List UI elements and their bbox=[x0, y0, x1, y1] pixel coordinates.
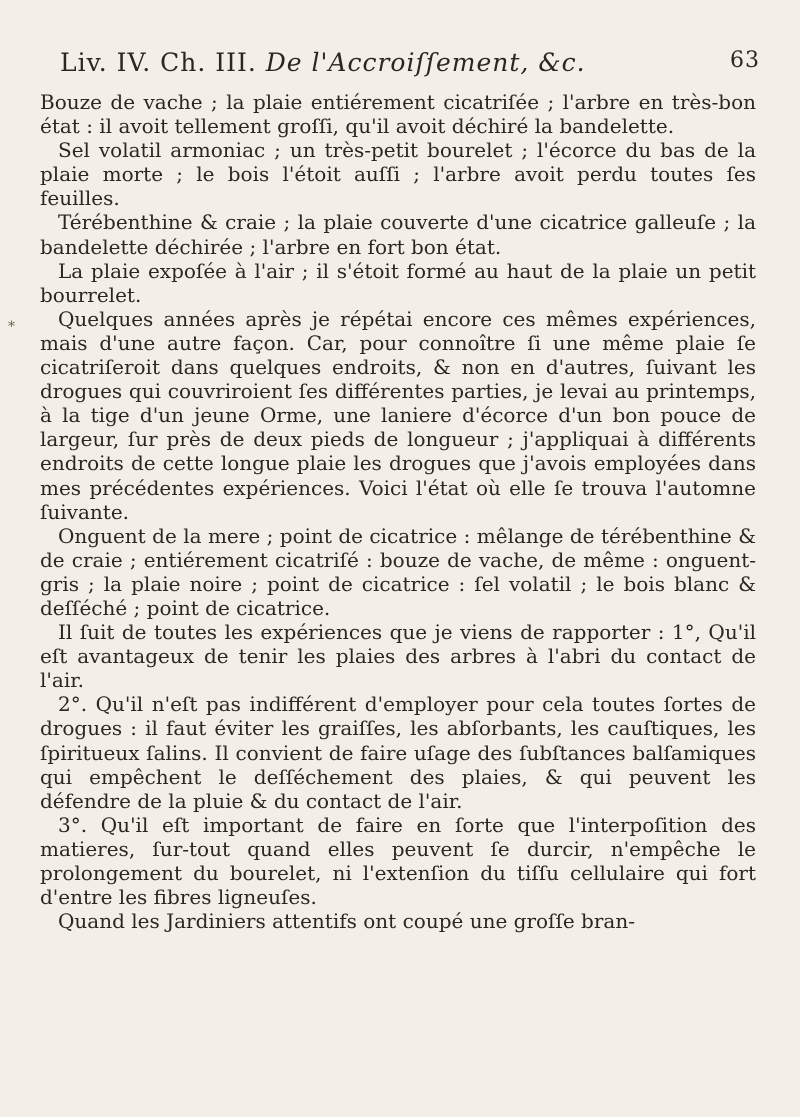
paragraph: La plaie expoſée à l'air ; il s'étoit formé au haut de la plaie un petit bourrelet. bbox=[40, 258, 756, 307]
paragraph: Onguent de la mere ; point de cicatrice : mêlange de térébenthine & de craie ; entiérement cicatriſé : bouze de vache, de même : onguent-gris ; la plaie noire ; point de cicatrice : ſel volatil ; le bois blanc & deſſéché ; point de cicatrice. bbox=[40, 523, 756, 620]
paragraph: Il ſuit de toutes les expériences que je viens de rapporter : 1°, Qu'il eſt avantageux de tenir les plaies des arbres à l'abri du contact de l'air. bbox=[40, 620, 756, 693]
paragraph: Bouze de vache ; la plaie entiérement cicatriſée ; l'arbre en très-bon état : il avoit tellement groſſi, qu'il avoit déchiré la bandelette. bbox=[40, 90, 756, 139]
paragraph: Térébenthine & craie ; la plaie couverte d'une cicatrice galleuſe ; la bandelette déchirée ; l'arbre en fort bon état. bbox=[40, 210, 756, 259]
page-number: 63 bbox=[730, 48, 760, 73]
paragraph: 3°. Qu'il eſt important de faire en ſorte que l'interpoſition des matieres, ſur-tout quand elles peuvent ſe durcir, n'empêche le prolongement du bourelet, ni l'extenſion du tiſſu cellulaire qui fort d'entre les fibres ligneuſes. bbox=[40, 812, 756, 910]
margin-mark: * bbox=[8, 319, 15, 335]
paragraph: Quelques années après je répétai encore ces mêmes expériences, mais d'une autre façon. Car, pour connoître ſi une même plaie ſe cicatriſeroit dans quelques endroits, & non en d'autres, ſuivant les drogues qui couvriroient ſes différentes parties, je levai au printemps, à la tige d'un jeune Orme, une laniere d'écorce d'un bon pouce de largeur, ſur près de deux pieds de longueur ; j'appliquai à différents endroits de cette longue plaie les drogues que j'avois employées dans mes précédentes expériences. Voici l'état où elle ſe trouva l'automne ſuivante. bbox=[40, 306, 756, 524]
running-title-book-chapter: Liv. IV. Ch. III. bbox=[60, 48, 257, 77]
paragraph: 2°. Qu'il n'eſt pas indifférent d'employer pour cela toutes ſortes de drogues : il faut éviter les graiſſes, les abſorbants, les cauſtiques, les ſpiritueux ſalins. Il convient de faire uſage des ſubſtances balſamiques qui empêchent le deſſéchement des plaies, & qui peuvent les défendre de la pluie & du contact de l'air. bbox=[40, 692, 756, 813]
paragraph: Quand les Jardiniers attentifs ont coupé une groſſe bran- bbox=[58, 909, 635, 934]
page-header bbox=[60, 48, 760, 82]
running-title bbox=[60, 48, 586, 77]
paragraph: Sel volatil armoniac ; un très-petit bourelet ; l'écorce du bas de la plaie morte ; le bois l'étoit auſſi ; l'arbre avoit perdu toutes ſes feuilles. bbox=[40, 138, 756, 211]
body-text bbox=[40, 90, 756, 933]
running-title-subject: De l'Accroiſſement, &c. bbox=[265, 48, 586, 77]
